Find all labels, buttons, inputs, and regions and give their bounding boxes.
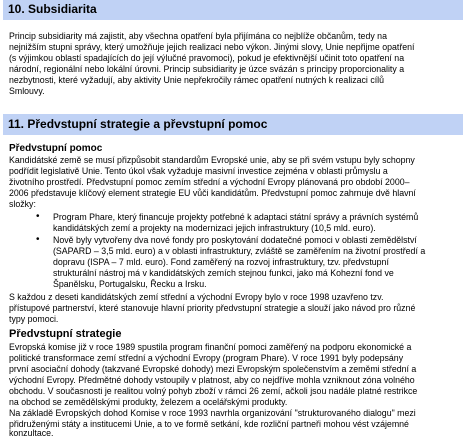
strategie-line: východní Evropy. Předmětné dohody vstoupily v platnost, aby co nejdříve mohla vzniknout zóna volného xyxy=(9,375,415,385)
section-10-line: nezbytnosti, které vyžadují, aby aktivity Unie nepřekročily rámec opatření nutných k realizaci cílů xyxy=(9,75,385,85)
bullet-2-line: Nově byly vytvořeny dva nové fondy pro poskytování dodatečné pomoci v oblasti zemědělství xyxy=(53,235,417,245)
pomoc-line: životního prostředí. Předvstupní pomoc zemím střední a východní Evropy plánovaná pro období 2000– xyxy=(9,177,410,187)
section-10-line: národní, regionální nebo lokální úrovni. Princip subsidiarity je úzce svázán s principy proporcionality a xyxy=(9,64,405,74)
strategie-line: první asociační dohody (takzvané Evropské dohody) mezi Evropským společenstvím a zeměmi střední a xyxy=(9,364,417,374)
bullet-2-line: Španělsku, Portugalsku, Řecku a Irsku. xyxy=(53,279,207,289)
bullet-1-line: Program Phare, který financuje projekty potřebné k adaptaci státní správy a právních systémů xyxy=(53,212,419,222)
strategie-line: přidruženými státy a institucemi Unie, a to ve formě setkání, kde rozliční partneři mohou vést vzájemné xyxy=(9,419,409,429)
strategie-line: na obchod se zemědělskými produkty, železem a ocelářskými produkty. xyxy=(9,397,288,407)
bullet-2-line: (SAPARD – 3,5 mld. euro) a v oblasti infrastruktury, zvláště se zaměřením na životní prostředí a xyxy=(53,246,426,256)
pomoc-closing-line: přístupové partnerství, které stanovuje hlavní priority předvstupní strategie a slouží jako návod pro různé xyxy=(9,303,416,313)
bullet-marker: • xyxy=(36,211,40,222)
bullet-marker: • xyxy=(36,234,40,245)
bullet-2-line: strukturální nástroj má v kandidátských zemích stejnou funkci, jako má Kohezní fond ve xyxy=(53,268,394,278)
pomoc-line: složky: xyxy=(9,199,36,209)
section-10-line: Princip subsidiarity má zajistit, aby všechna opatření byla přijímána co nejblíže občanům, tedy na xyxy=(9,31,387,41)
subheading-predvstupni-strategie: Předvstupní strategie xyxy=(9,328,122,340)
bullet-1-line: kandidátských zemí a projekty na modernizaci jejich infrastruktury (10,5 mld. euro). xyxy=(53,223,376,233)
strategie-line: politické transformace zemí střední a východní Evropy (program Phare). V roce 1991 byly podepsány xyxy=(9,353,404,363)
bullet-2-line: dopravu (ISPA – 7 mld. euro). Fond zaměřený na rozvoj infrastruktury, tzv. předvstupní xyxy=(53,257,389,267)
strategie-line: Na základě Evropských dohod Komise v roce 1993 navrhla organizování "strukturovaného dialogu" mezi xyxy=(9,408,416,418)
pomoc-line: podřídit legislativě Unie. Tento úkol však vyžaduje masivní investice zejména v oblasti průmyslu a xyxy=(9,166,388,176)
pomoc-closing-line: S každou z deseti kandidátských zemí střední a východní Evropy bylo v roce 1998 uzavřeno tzv. xyxy=(9,292,384,302)
subheading-predvstupni-pomoc: Předvstupní pomoc xyxy=(9,143,103,154)
section-10-title: 10. Subsidiarita xyxy=(8,2,97,16)
pomoc-closing-line: typy pomoci. xyxy=(9,314,59,324)
section-11-heading-band xyxy=(3,114,463,135)
pomoc-line: Kandidátské země se musí přizpůsobit standardům Evropské unie, aby se při svém vstupu byly schopny xyxy=(9,155,415,165)
section-10-heading-band xyxy=(3,0,463,20)
section-10-line: (s výjimkou oblastí spadajících do její výlučné pravomoci), pokud je efektivnější učinit toto opatření na xyxy=(9,53,405,63)
section-10-line: nejnižším stupni správy, který umožňuje jejich realizaci nebo výkon. Jinými slovy, Unie nepřijme opatření xyxy=(9,42,415,52)
section-11-title: 11. Předvstupní strategie a převstupní pomoc xyxy=(8,117,268,131)
strategie-line: konzultace. xyxy=(9,428,54,438)
strategie-line: obchodu. V současnosti je realitou volný pohyb zboží v rámci 26 zemí, ačkoli jsou nadále platné restrikce xyxy=(9,386,418,396)
section-10-line: Smlouvy. xyxy=(9,86,45,96)
pomoc-line: 2006 představuje klíčový element strategie EU vůči kandidátům. Předvstupní pomoc zahrnuje dvě hlavní xyxy=(9,188,416,198)
strategie-line: Evropská komise již v roce 1989 spustila program finanční pomoci zaměřený na podporu ekonomické a xyxy=(9,342,412,352)
